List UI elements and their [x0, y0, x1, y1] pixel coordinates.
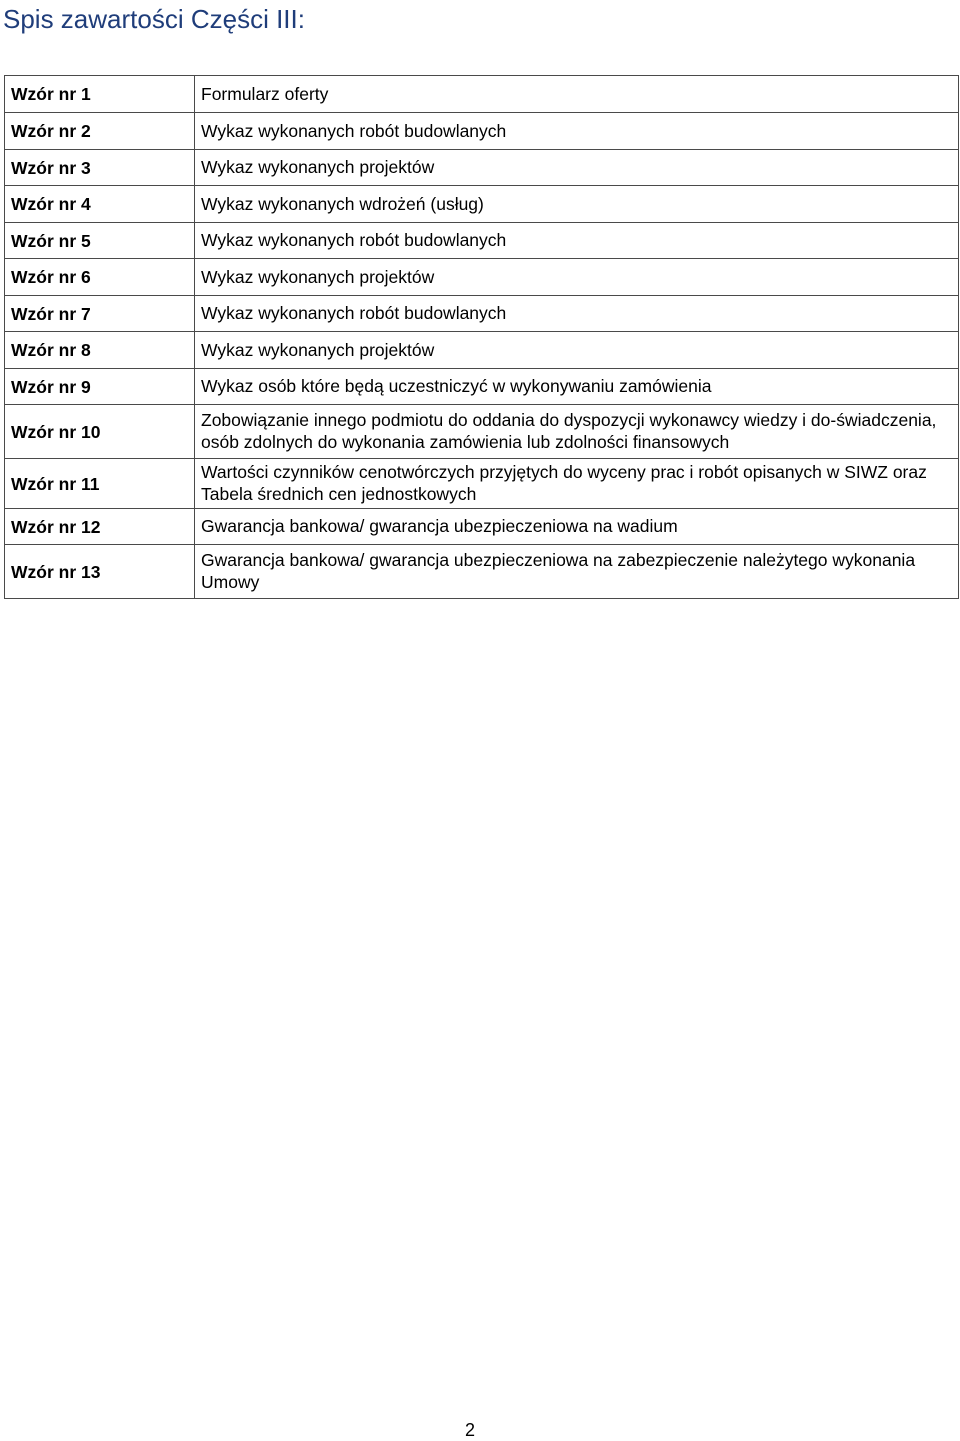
row-label: Wzór nr 1	[5, 76, 195, 113]
row-label: Wzór nr 9	[5, 369, 195, 405]
table-row	[5, 369, 959, 405]
row-description: Wykaz wykonanych robót budowlanych	[195, 223, 959, 259]
row-label: Wzór nr 7	[5, 296, 195, 332]
row-description: Wykaz wykonanych projektów	[195, 332, 959, 369]
row-description: Zobowiązanie innego podmiotu do oddania do dyspozycji wykonawcy wiedzy i do-świadczenia, osób zdolnych do wykonania zamówienia lub zdolności finansowych	[195, 405, 959, 459]
row-label: Wzór nr 3	[5, 150, 195, 186]
row-label: Wzór nr 2	[5, 113, 195, 150]
row-label: Wzór nr 4	[5, 186, 195, 223]
row-description: Wykaz wykonanych robót budowlanych	[195, 113, 959, 150]
row-description: Wykaz wykonanych projektów	[195, 150, 959, 186]
row-description: Wykaz wykonanych robót budowlanych	[195, 296, 959, 332]
row-label: Wzór nr 5	[5, 223, 195, 259]
row-description: Wykaz wykonanych wdrożeń (usług)	[195, 186, 959, 223]
row-label: Wzór nr 11	[5, 459, 195, 509]
table-row	[5, 459, 959, 509]
row-description: Formularz oferty	[195, 76, 959, 113]
row-label: Wzór nr 8	[5, 332, 195, 369]
row-description: Wykaz wykonanych projektów	[195, 259, 959, 296]
row-label: Wzór nr 6	[5, 259, 195, 296]
row-description: Wykaz osób które będą uczestniczyć w wykonywaniu zamówienia	[195, 369, 959, 405]
table-row	[5, 509, 959, 545]
table-row	[5, 332, 959, 369]
table-row	[5, 296, 959, 332]
row-label: Wzór nr 12	[5, 509, 195, 545]
table-row	[5, 150, 959, 186]
table-row	[5, 259, 959, 296]
row-label: Wzór nr 13	[5, 545, 195, 599]
row-description: Gwarancja bankowa/ gwarancja ubezpieczeniowa na zabezpieczenie należytego wykonania Umowy	[195, 545, 959, 599]
row-description: Wartości czynników cenotwórczych przyjętych do wyceny prac i robót opisanych w SIWZ oraz Tabela średnich cen jednostkowych	[195, 459, 959, 509]
table-row	[5, 113, 959, 150]
page-number: 2	[464, 1420, 475, 1440]
toc-table	[4, 75, 959, 599]
table-row	[5, 405, 959, 459]
page-title: Spis zawartości Części III:	[3, 4, 305, 34]
row-label: Wzór nr 10	[5, 405, 195, 459]
table-row	[5, 186, 959, 223]
table-row	[5, 545, 959, 599]
row-description: Gwarancja bankowa/ gwarancja ubezpieczeniowa na wadium	[195, 509, 959, 545]
table-row	[5, 76, 959, 113]
table-row	[5, 223, 959, 259]
